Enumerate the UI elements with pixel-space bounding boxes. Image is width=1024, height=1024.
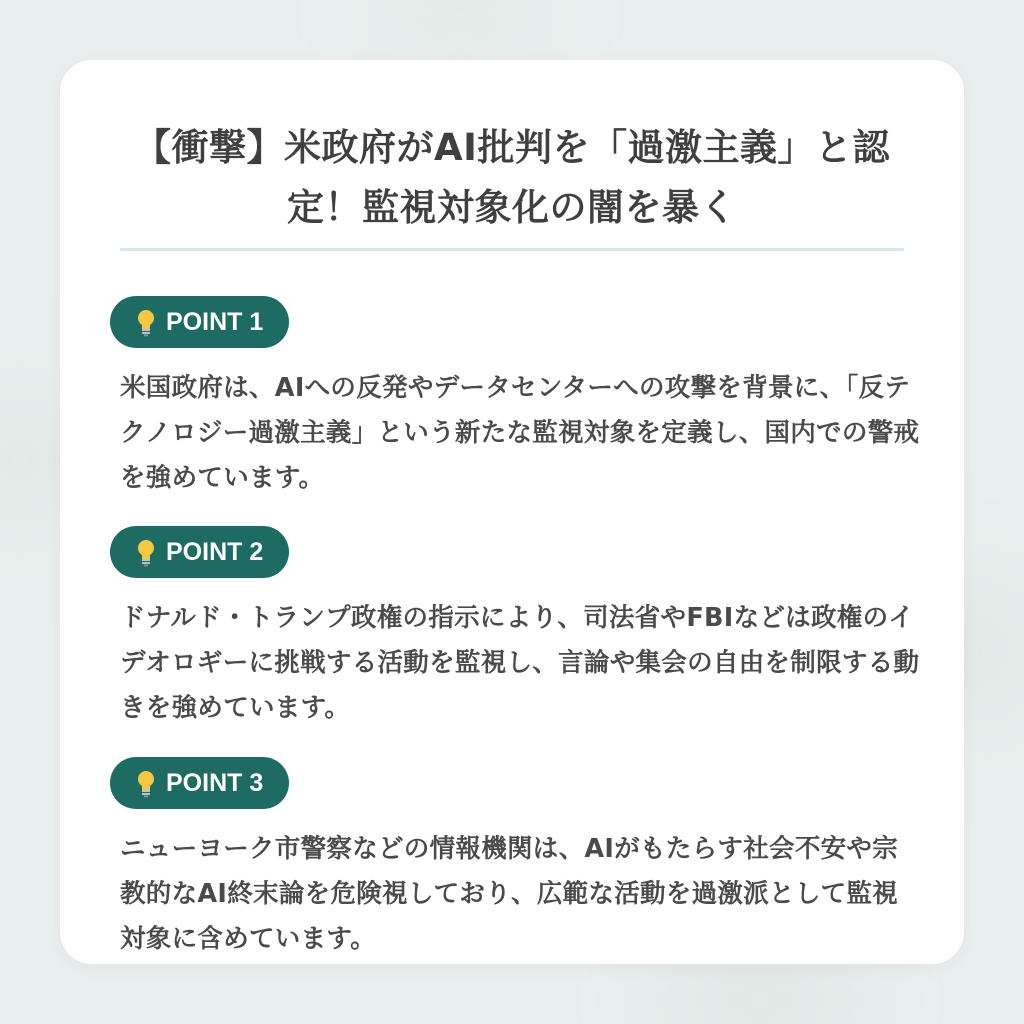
point-label: POINT 3 <box>166 768 264 797</box>
point-badge-3 <box>110 757 289 809</box>
point-text: 米国政府は、AIへの反発やデータセンターへの攻撃を背景に、「反テクノロジー過激主義」という新たな監視対象を定義し、国内での警戒を強めています。 <box>120 373 920 493</box>
lightbulb-icon <box>134 537 158 567</box>
page-title: 【衝撃】米政府がAI批判を「過激主義」と認定！監視対象化の闇を暴く <box>134 126 890 229</box>
point-section-1 <box>110 296 920 501</box>
point-section-2 <box>110 526 920 731</box>
point-label: POINT 1 <box>166 307 264 336</box>
point-badge-1 <box>110 296 289 348</box>
point-text: ニューヨーク市警察などの情報機関は、AIがもたらす社会不安や宗教的なAI終末論を危険視しており、広範な活動を過激派として監視対象に含めています。 <box>120 834 899 954</box>
point-label: POINT 2 <box>166 537 264 566</box>
lightbulb-icon <box>134 768 158 798</box>
title-divider <box>120 248 904 251</box>
point-badge-2 <box>110 526 289 578</box>
lightbulb-icon <box>134 307 158 337</box>
content-card <box>60 60 964 964</box>
point-text: ドナルド・トランプ政権の指示により、司法省やFBIなどは政権のイデオロギーに挑戦する活動を監視し、言論や集会の自由を制限する動きを強めています。 <box>120 603 920 723</box>
point-section-3 <box>110 757 920 962</box>
